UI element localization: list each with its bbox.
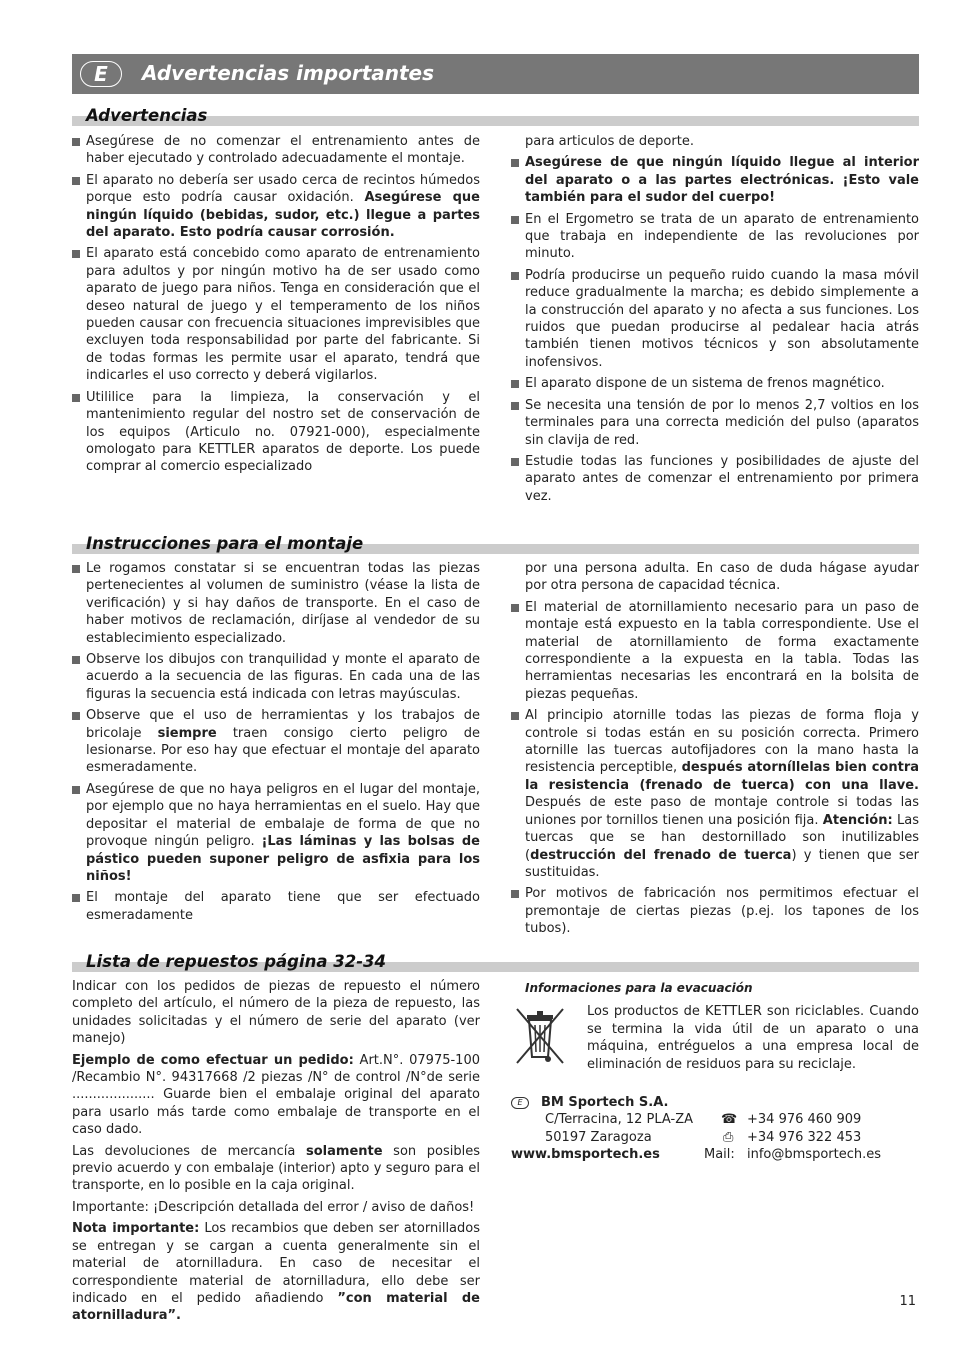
bullet-square-icon xyxy=(72,656,80,664)
fax-icon: ⎙ xyxy=(723,1129,734,1145)
bullet-square-icon xyxy=(72,138,80,146)
phone-number: +34 976 460 909 xyxy=(747,1112,862,1128)
bullet-square-icon xyxy=(511,402,519,410)
repuestos-left-column xyxy=(72,978,480,1329)
bullet-item: Le rogamos constatar si se encuentran todas las piezas pertenecientes al volumen de suministro (véase la lista de verificación) y si hay daños de transporte. En el caso de haber motivos de reclamación, diríjase al vendedor de su establecimiento especializado. xyxy=(72,560,480,647)
bullet-square-icon xyxy=(72,394,80,402)
montaje-left-column xyxy=(72,560,480,928)
language-badge: E xyxy=(80,61,122,87)
bullet-square-icon xyxy=(511,216,519,224)
crossed-bin-icon xyxy=(513,1005,569,1069)
bullet-square-icon xyxy=(511,890,519,898)
bullet-square-icon xyxy=(511,604,519,612)
bullet-item: En el Ergometro se trata de un aparato de entrenamiento que trabaja en independiente de las revoluciones por minuto. xyxy=(511,211,919,263)
bullet-square-icon xyxy=(511,272,519,280)
bullet-item: El aparato no debería ser usado cerca de recintos húmedos porque esto podría causar oxidación. Asegúrese que ningún líquido (bebidas, sudor, etc.) llegue a partes del aparato. Esto podría causar corrosión. xyxy=(72,172,480,242)
address-line-1: C/Terracina, 12 PLA-ZA xyxy=(545,1112,693,1128)
bullet-item: El montaje del aparato tiene que ser efectuado esmeradamente xyxy=(72,889,480,924)
mail-label: Mail: xyxy=(704,1147,735,1163)
continuation-text: por una persona adulta. En caso de duda hágase ayudar por otra persona de capacidad técnica. xyxy=(525,561,919,594)
advertencias-left-column xyxy=(72,133,480,480)
bullet-square-icon xyxy=(511,712,519,720)
company-name: BM Sportech S.A. xyxy=(541,1095,669,1110)
bullet-square-icon xyxy=(511,159,519,167)
bullet-item: Observe los dibujos con tranquilidad y monte el aparato de acuerdo a la secuencia de las figuras. En cada una de las figuras la secuencia está indicada con letras mayúsculas. xyxy=(72,651,480,703)
bullet-item: Estudie todas las funciones y posibilidades de ajuste del aparato antes de comenzar el entrenamiento por primera vez. xyxy=(511,453,919,505)
email-link[interactable]: info@bmsportech.es xyxy=(747,1147,882,1163)
bullet-item: Por motivos de fabricación nos permitimos efectuar el premontaje de ciertas piezas (p.ej. los tapones de los tubos). xyxy=(511,885,919,937)
bullet-square-icon xyxy=(511,380,519,388)
continuation-text: para articulos de deporte. xyxy=(525,134,694,149)
section-title: Lista de repuestos página 32-34 xyxy=(86,952,386,971)
bullet-item: Utililice para la limpieza, la conservación y el mantenimiento regular del nostro set de conservación de los equipos (Articulo no. 07921-000), especialmente omologato para KETTLER aparatos de deporte. Los puede comprar al comercio especializado xyxy=(72,389,480,476)
bullet-square-icon xyxy=(511,458,519,466)
website-link[interactable]: www.bmsportech.es xyxy=(511,1147,660,1163)
header-bar xyxy=(72,54,919,94)
bullet-item: Asegúrese de no comenzar el entrenamiento antes de haber ejecutado y controlado adecuadamente el montaje. xyxy=(72,133,480,168)
phone-icon: ☎ xyxy=(721,1112,738,1128)
paragraph: Indicar con los pedidos de piezas de repuesto el número completo del artículo, el número de la pieza de repuesto, las unidades solicitadas y el número de serie del aparato (ver manejo) xyxy=(72,979,480,1047)
bullet-square-icon xyxy=(72,712,80,720)
language-badge: E xyxy=(511,1097,529,1109)
section-title: Advertencias xyxy=(86,106,208,125)
contact-block xyxy=(511,1094,911,1164)
bullet-item: Observe que el uso de herramientas y los trabajos de bricolaje siempre traen consigo cierto peligro de lesionarse. Por eso hay que efectuar el montaje del aparato esmeradamente. xyxy=(72,707,480,777)
bullet-square-icon xyxy=(72,250,80,258)
montaje-right-column xyxy=(511,560,919,942)
paragraph: Las devoluciones de mercancía solamente son posibles previo acuerdo y con embalaje (interior) apto y seguro para el transporte, en lo posible en la caja original. xyxy=(72,1143,480,1194)
fax-number: +34 976 322 453 xyxy=(747,1129,862,1145)
bullet-item: El aparato dispone de un sistema de frenos magnético. xyxy=(511,375,919,392)
bullet-item: El material de atornillamiento necesario para un paso de montaje está expuesto en la tabla correspondiente. Use el material de atornillamiento de forma exactamente correspondiente a la expuesta en la tabla. Todas las herramientas necesarias les encontrará en la bolsita de piezas pequeñas. xyxy=(511,599,919,703)
disposal-block xyxy=(525,980,919,1073)
bullet-item: Podría producirse un pequeño ruido cuando la masa móvil reduce gradualmente la marcha; es debido simplemente a la construcción del aparato y no afecta a sus funciones. Los ruidos que puedan producirse al pedalear hacia atrás también tienen motivos técnicos y son absolutamente inofensivos. xyxy=(511,267,919,371)
bullet-square-icon xyxy=(72,565,80,573)
disposal-title: Informaciones para la evacuación xyxy=(525,981,753,995)
bullet-item: Al principio atornille todas las piezas de forma floja y controle si todas están en su posición correcta. Primero atornille las tuercas autofijadores con la mano hasta la resistencia perceptible, después atorníllelas bien contra la resistencia (frenado de tuerca) con una llave. Después de este paso de montaje controle si todas las uniones por tornillos tienen una posición fija. Atención: Las tuercas que se han destornillado son inutilizables (destrucción del frenado de tuerca) y tienen que ser sustituidas. xyxy=(511,707,919,881)
bullet-square-icon xyxy=(72,177,80,185)
bullet-square-icon xyxy=(72,786,80,794)
page-number: 11 xyxy=(899,1294,916,1309)
advertencias-right-column xyxy=(511,133,919,509)
section-advertencias-heading xyxy=(72,104,919,126)
address-line-2: 50197 Zaragoza xyxy=(545,1129,652,1145)
paragraph: Nota importante: Los recambios que deben ser atornillados se entregan y se cargan a cuenta generalmente sin el material de atornilladura. En caso de necesitar el correspondiente material de atornilladura, ello debe ser indicado en el pedido añadiendo ”con material de atornilladura”. xyxy=(72,1221,480,1324)
disposal-text: Los productos de KETTLER son riciclables. Cuando se termina la vida útil de un aparato o una máquina, entréguelos a una empresa local de eliminación de residuos para su reciclaje. xyxy=(587,1004,919,1072)
paragraph: Importante: ¡Descripción detallada del error / aviso de daños! xyxy=(72,1199,475,1215)
paragraph: Ejemplo de como efectuar un pedido: Art.N°. 07975-100 /Recambio N°. 94317668 /2 piezas /N° de control /N°de serie .................... Guarde bien el embalaje original del aparato para usarlo más tarde como embalaje de transporte en el caso dado. xyxy=(72,1052,480,1138)
page-title: Advertencias importantes xyxy=(142,61,435,85)
section-title: Instrucciones para el montaje xyxy=(86,534,364,553)
bullet-item: El aparato está concebido como aparato de entrenamiento para adultos y por ningún motivo ha de ser usado como aparato de juego para niños. Tenga en consideración que el deseo natural de juego y el temperamento de los niños pueden causar con frecuencia situaciones imprevisibles que excluyen toda responsabilidad por parte del fabricante. Si de todas formas les permite usar el aparato, tendrá que indicarles el uso correcto y deberá vigilarlos. xyxy=(72,245,480,384)
bullet-item: Se necesita una tensión de por lo menos 2,7 voltios en los terminales para una correcta medición del pulso (aparatos sin clavija de red. xyxy=(511,397,919,449)
bullet-item: Asegúrese de que ningún líquido llegue al interior del aparato o a las partes electrónicas. ¡Esto vale también para el sudor del cuerpo! xyxy=(511,154,919,206)
bullet-item: Asegúrese de que no haya peligros en el lugar del montaje, por ejemplo que no haya herramientas en el suelo. Hay que depositar el material de embalaje de forma de que no provoque ningún peligro. ¡Las láminas y las bolsas de pástico pueden suponer peligro de asfixia para los niños! xyxy=(72,781,480,885)
section-repuestos-heading xyxy=(72,950,919,972)
bullet-square-icon xyxy=(72,894,80,902)
section-montaje-heading xyxy=(72,532,919,554)
